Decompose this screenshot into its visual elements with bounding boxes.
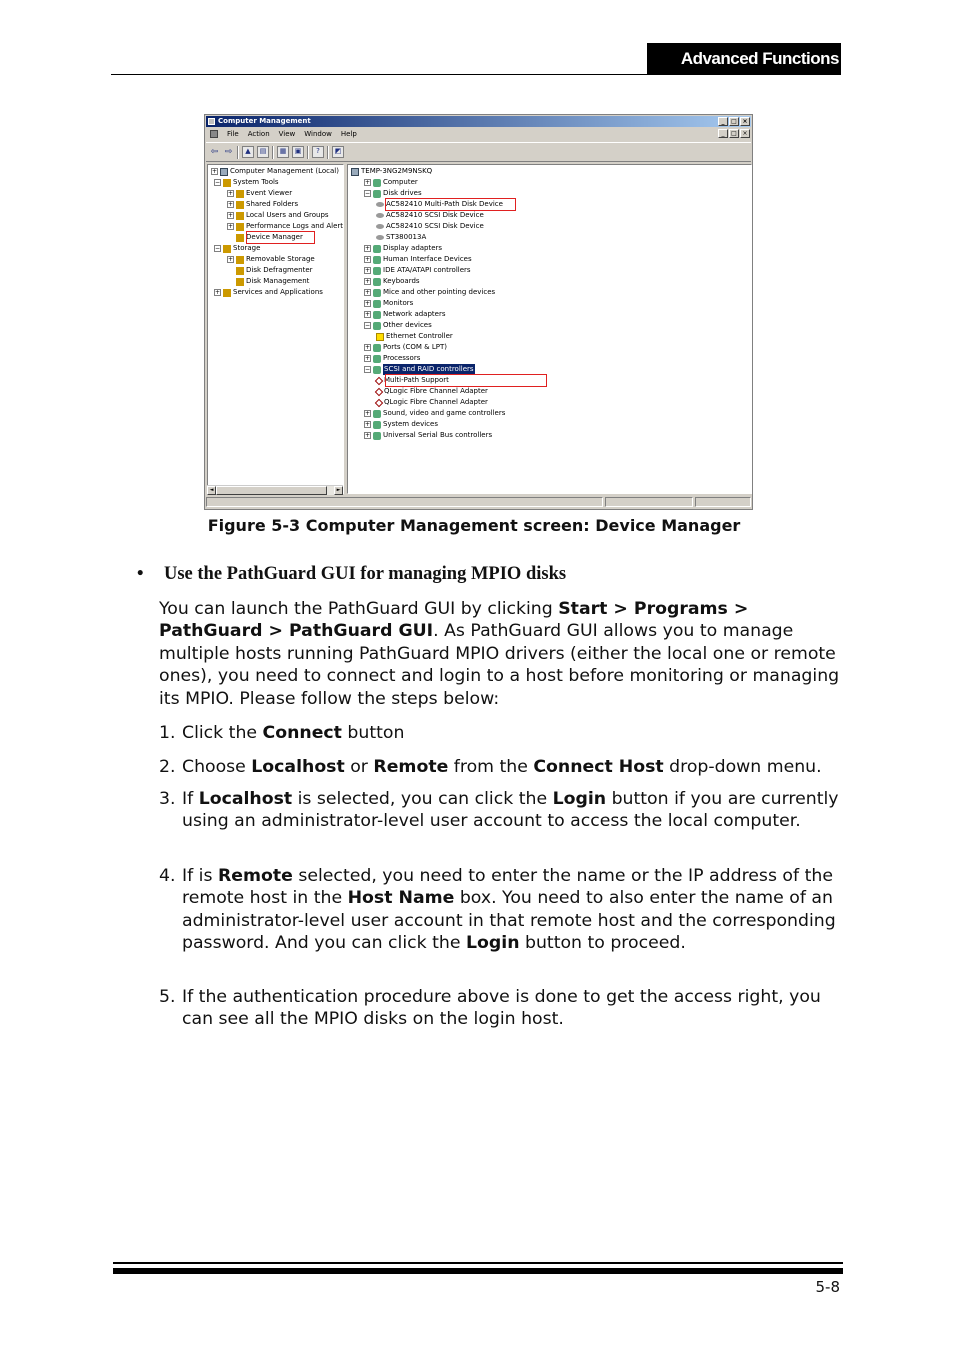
window-titlebar: [206, 116, 751, 127]
device-icon: [373, 278, 381, 286]
device-tree-item[interactable]: [351, 166, 432, 177]
console-tree-item[interactable]: [214, 243, 260, 254]
users-icon: [236, 212, 244, 220]
device-tree-label: System devices: [383, 420, 438, 428]
device-tree-item[interactable]: [376, 210, 484, 221]
section-header: [647, 43, 841, 74]
device-tree-item[interactable]: [364, 342, 447, 353]
window-title: Computer Management: [218, 117, 311, 125]
device-icon: [373, 256, 381, 264]
device-tree-item[interactable]: [364, 430, 492, 441]
device-tree-label: ST380013A: [386, 233, 427, 241]
forward-arrow-icon[interactable]: ⇨: [224, 146, 233, 157]
device-icon: [373, 245, 381, 253]
figure-caption: Figure 5-3 Computer Management screen: Device Manager: [207, 516, 741, 535]
collapse-icon[interactable]: −: [215, 245, 221, 252]
collapse-icon[interactable]: −: [215, 179, 221, 186]
computer-icon: [220, 168, 228, 176]
device-icon: [373, 432, 381, 440]
device-tree-label: Mice and other pointing devices: [383, 288, 496, 296]
expand-icon[interactable]: +: [228, 256, 234, 263]
expand-icon[interactable]: +: [215, 289, 221, 296]
section-title: Advanced Functions: [680, 48, 839, 68]
folder-icon: [236, 201, 244, 209]
device-tree-item[interactable]: [364, 408, 505, 419]
window-menu-icon[interactable]: [210, 130, 218, 138]
device-tree-item[interactable]: [364, 353, 420, 364]
device-tree-label: Human Interface Devices: [383, 255, 472, 263]
menu-window[interactable]: Window: [304, 130, 332, 138]
device-icon: [373, 421, 381, 429]
menu-bar: [206, 128, 751, 140]
computer-icon: [351, 168, 359, 176]
intro-paragraph: You can launch the PathGuard GUI by clicking Start > Programs > PathGuard > PathGuard GUI. As PathGuard GUI allows you to manage multiple hosts running PathGuard MPIO drivers (either the local one or remote ones), you need to connect and login to a host before monitoring or managing its MPIO. Please follow the steps below:: [159, 599, 840, 709]
device-tree-item[interactable]: [364, 298, 413, 309]
device-tree-item[interactable]: [376, 232, 426, 243]
console-tree-pane: [207, 164, 344, 494]
scan-hardware-icon[interactable]: ◩: [332, 146, 344, 158]
footer-rule-thick: [113, 1268, 843, 1274]
device-tree-item[interactable]: [364, 265, 471, 276]
device-tree-item[interactable]: [364, 177, 418, 188]
footer-rule-thin: [113, 1262, 843, 1264]
console-tree-item[interactable]: [227, 210, 329, 221]
console-tree-label: Local Users and Groups: [246, 211, 329, 219]
device-icon: [373, 355, 381, 363]
device-tree-label: AC582410 Multi-Path Disk Device: [386, 200, 503, 208]
device-tree-label: AC582410 SCSI Disk Device: [386, 222, 484, 230]
highlight-multipath-disk: [385, 198, 516, 211]
event-viewer-icon: [236, 190, 244, 198]
device-icon: [373, 267, 381, 275]
device-tree-item[interactable]: [364, 419, 438, 430]
device-tree-item[interactable]: [364, 287, 495, 298]
device-tree-label: Other devices: [383, 321, 432, 329]
menu-action[interactable]: Action: [247, 130, 270, 138]
mdi-maximize-button[interactable]: □: [729, 129, 739, 138]
device-icon: [373, 190, 381, 198]
device-tree-label: TEMP-3NG2M9NSKQ: [361, 167, 433, 175]
up-folder-icon[interactable]: ▲: [242, 146, 254, 158]
removable-icon: [236, 256, 244, 264]
tree-connector: [227, 278, 234, 285]
step-2: [159, 756, 849, 778]
expand-icon[interactable]: +: [365, 421, 371, 428]
tools-icon: [223, 179, 231, 187]
step-text: If the authentication procedure above is done to get the access right, you can see all the MPIO disks on the login host.: [182, 987, 821, 1030]
step-text: Click the Connect button: [182, 723, 405, 743]
expand-icon[interactable]: +: [228, 212, 234, 219]
device-tree-label: AC582410 SCSI Disk Device: [386, 211, 484, 219]
expand-icon[interactable]: +: [365, 179, 371, 186]
console-tree-item[interactable]: [214, 287, 323, 298]
step-4: [159, 865, 849, 955]
collapse-icon[interactable]: −: [365, 366, 371, 373]
console-tree-item[interactable]: [227, 276, 309, 287]
scsi-adapter-icon: [375, 376, 383, 384]
step-text: If is Remote selected, you need to enter the name or the IP address of the remote host in the Host Name box. You need to also enter the name of an administrator-level user account in that remote host and the corresponding password. And you can click the Login button to proceed.: [182, 866, 836, 954]
device-tree-label: Universal Serial Bus controllers: [383, 431, 493, 439]
step-1: [159, 722, 849, 744]
device-tree-label: IDE ATA/ATAPI controllers: [383, 266, 471, 274]
bullet-heading-text: Use the PathGuard GUI for managing MPIO disks: [164, 564, 567, 584]
device-tree-pane: [347, 164, 752, 494]
help-icon[interactable]: ?: [312, 146, 324, 158]
expand-icon[interactable]: +: [365, 245, 371, 252]
device-tree-label: Ethernet Controller: [386, 332, 453, 340]
menu-file[interactable]: File: [227, 130, 239, 138]
device-tree-label: Ports (COM & LPT): [383, 343, 447, 351]
device-tree-label: Network adapters: [383, 310, 446, 318]
expand-icon[interactable]: +: [365, 344, 371, 351]
mdi-minimize-button[interactable]: _: [718, 129, 728, 138]
scsi-adapter-icon: [375, 387, 383, 395]
step-text: If Localhost is selected, you can click the Login button if you are currently using an administrator-level user account to access the local computer.: [182, 789, 839, 832]
console-tree-label: System Tools: [233, 178, 279, 186]
device-tree-label: QLogic Fibre Channel Adapter: [384, 398, 488, 406]
mdi-close-button[interactable]: ×: [740, 129, 750, 138]
defrag-icon: [236, 267, 244, 275]
device-tree-item[interactable]: [364, 254, 472, 265]
disk-drive-icon: [376, 202, 384, 207]
step-number: 2.: [159, 757, 176, 777]
properties-icon[interactable]: ▦: [277, 146, 289, 158]
device-icon: [373, 300, 381, 308]
expand-icon[interactable]: +: [365, 432, 371, 439]
console-tree-label: Services and Applications: [233, 288, 323, 296]
device-icon: [373, 410, 381, 418]
expand-icon[interactable]: +: [365, 355, 371, 362]
computer-management-screenshot: [204, 114, 753, 510]
device-icon: [373, 311, 381, 319]
console-tree-item[interactable]: [227, 199, 298, 210]
disk-drive-icon: [376, 235, 384, 240]
menu-view[interactable]: View: [278, 130, 296, 138]
expand-icon[interactable]: +: [365, 289, 371, 296]
tree-horizontal-scrollbar[interactable]: [207, 485, 343, 495]
device-tree-label: Multi-Path Support: [384, 376, 449, 384]
console-tree-item[interactable]: [214, 177, 279, 188]
device-icon: [373, 366, 381, 374]
device-tree-item[interactable]: [364, 309, 446, 320]
expand-icon[interactable]: +: [228, 223, 234, 230]
device-tree-label: Monitors: [383, 299, 414, 307]
page-number: 5-8: [815, 1278, 840, 1296]
device-tree-label: Computer: [383, 178, 418, 186]
tree-connector: [227, 267, 234, 274]
expand-icon[interactable]: +: [365, 300, 371, 307]
console-tree-item[interactable]: [211, 166, 339, 177]
scroll-thumb[interactable]: [216, 486, 327, 495]
device-tree-label: Display adapters: [383, 244, 443, 252]
storage-icon: [223, 245, 231, 253]
app-icon: [208, 118, 215, 125]
console-tree-label: Disk Management: [246, 277, 310, 285]
console-tree-label: Shared Folders: [246, 200, 299, 208]
device-tree-label: QLogic Fibre Channel Adapter: [384, 387, 488, 395]
step-5: [159, 986, 849, 1031]
device-tree-label: Processors: [383, 354, 421, 362]
expand-icon[interactable]: +: [228, 201, 234, 208]
expand-icon[interactable]: +: [365, 410, 371, 417]
back-arrow-icon[interactable]: ⇦: [210, 146, 219, 157]
scsi-adapter-icon: [375, 398, 383, 406]
device-tree-label: Sound, video and game controllers: [383, 409, 506, 417]
status-bar: [206, 497, 751, 509]
header-rule: [111, 74, 841, 75]
disk-drive-icon: [376, 213, 384, 218]
device-tree-item[interactable]: [364, 276, 420, 287]
device-icon: [373, 322, 381, 330]
expand-icon[interactable]: +: [228, 190, 234, 197]
device-tree-item[interactable]: [376, 397, 488, 408]
console-tree-label: Disk Defragmenter: [246, 266, 313, 274]
device-tree-item[interactable]: [376, 331, 453, 342]
device-tree-label: Disk drives: [383, 189, 422, 197]
device-tree-item[interactable]: [364, 320, 432, 331]
bullet-heading: [137, 564, 566, 585]
device-tree-label: SCSI and RAID controllers: [384, 365, 474, 373]
device-manager-icon: [236, 234, 244, 242]
disk-drive-icon: [376, 224, 384, 229]
expand-icon[interactable]: +: [365, 256, 371, 263]
disk-mgmt-icon: [236, 278, 244, 286]
step-number: 3.: [159, 789, 176, 809]
step-text: Choose Localhost or Remote from the Connect Host drop-down menu.: [182, 757, 822, 777]
step-number: 1.: [159, 723, 176, 743]
refresh-icon[interactable]: ▣: [292, 146, 304, 158]
bullet-symbol: •: [137, 564, 144, 584]
expand-icon[interactable]: +: [365, 267, 371, 274]
console-tree-item[interactable]: [227, 188, 292, 199]
collapse-icon[interactable]: −: [365, 190, 371, 197]
console-tree-item[interactable]: [227, 265, 313, 276]
device-tree-item[interactable]: [376, 386, 488, 397]
highlight-multipath-support: [385, 374, 547, 387]
step-number: 4.: [159, 866, 176, 886]
highlight-device-manager: [246, 231, 315, 244]
show-tree-icon[interactable]: ▤: [257, 146, 269, 158]
maximize-button[interactable]: □: [729, 117, 739, 126]
scroll-left-icon[interactable]: ◄: [207, 486, 216, 495]
collapse-icon[interactable]: −: [365, 322, 371, 329]
device-tree-item[interactable]: [364, 243, 442, 254]
console-tree-label: Performance Logs and Alert: [246, 222, 344, 230]
console-tree-label: Computer Management (Local): [230, 167, 339, 175]
expand-icon[interactable]: +: [212, 168, 218, 175]
menu-help[interactable]: Help: [340, 130, 357, 138]
expand-icon[interactable]: +: [365, 311, 371, 318]
console-tree-label: Device Manager: [246, 233, 303, 241]
device-tree-label: Keyboards: [383, 277, 420, 285]
console-tree-label: Event Viewer: [246, 189, 293, 197]
toolbar: [206, 142, 751, 162]
services-icon: [223, 289, 231, 297]
minimize-button[interactable]: _: [718, 117, 728, 126]
device-icon: [373, 179, 381, 187]
step-3: [159, 788, 849, 833]
menu-path: Start > Programs > PathGuard > PathGuard GUI: [159, 599, 749, 642]
expand-icon[interactable]: +: [365, 278, 371, 285]
console-tree-label: Removable Storage: [246, 255, 315, 263]
tree-connector: [227, 234, 234, 241]
console-tree-item[interactable]: [227, 254, 315, 265]
unknown-device-icon: [376, 333, 384, 341]
perf-icon: [236, 223, 244, 231]
device-icon: [373, 289, 381, 297]
scroll-right-icon[interactable]: ►: [334, 486, 343, 495]
step-number: 5.: [159, 987, 176, 1007]
device-icon: [373, 344, 381, 352]
device-tree-item[interactable]: [376, 221, 484, 232]
console-tree-label: Storage: [233, 244, 261, 252]
close-button[interactable]: ×: [740, 117, 750, 126]
